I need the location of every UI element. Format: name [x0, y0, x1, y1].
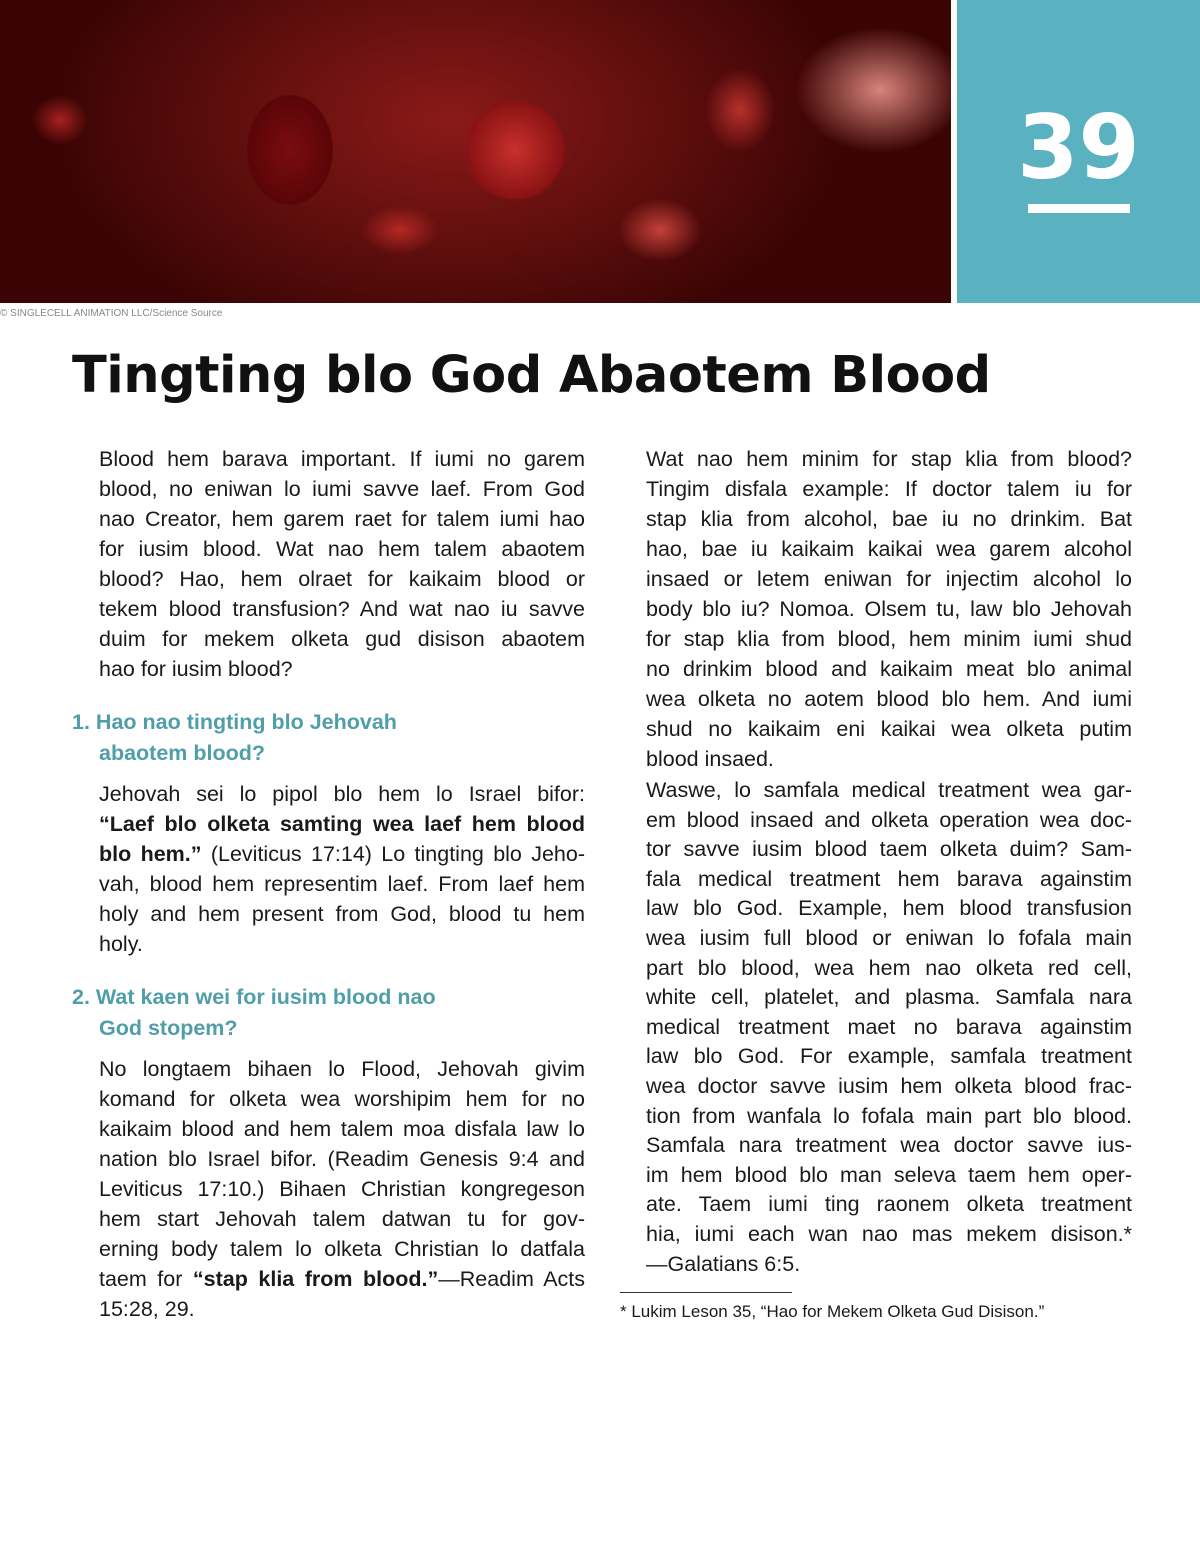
question-text: Wat kaen wei for iusim blood nao — [95, 985, 436, 1009]
text-line: em blood insaed and olketa operation wea doc- — [646, 807, 1132, 832]
question-text: abaotem blood? — [99, 740, 266, 765]
text-line: blood insaed. — [646, 747, 774, 771]
text-line — [99, 809, 585, 839]
bold-quote: blo hem.” — [99, 842, 202, 866]
text-line: for iusim blood. Wat nao hem talem abaotem — [99, 537, 585, 561]
text-line: for stap klia from blood, hem minim iumi shud — [646, 627, 1132, 651]
right-paragraph-1 — [646, 444, 1132, 774]
text-line: law blo God. Example, hem blood transfusion — [646, 896, 1132, 921]
text-line: holy and hem present from God, blood tu hem — [99, 902, 585, 926]
text-line: wea doctor savve iusim hem olketa blood frac- — [646, 1073, 1132, 1098]
text-line: Jehovah sei lo pipol blo hem lo Israel bifor: — [99, 782, 585, 806]
text-line: No longtaem bihaen lo Flood, Jehovah givim — [99, 1057, 585, 1081]
text-line: kaikaim blood and hem talem moa disfala law lo — [99, 1117, 585, 1141]
intro-paragraph — [99, 444, 585, 684]
text-line: medical treatment maet no barava againstim — [646, 1014, 1132, 1039]
text-line: im hem blood blo man seleva taem hem oper- — [646, 1162, 1132, 1187]
text-line: hao, bae iu kaikaim kaikai wea garem alcohol — [646, 537, 1132, 561]
lesson-number-box — [957, 0, 1200, 303]
text-line: blood? Hao, hem olraet for kaikaim blood or — [99, 567, 585, 591]
text-line: holy. — [99, 932, 143, 956]
page-title: Tingting blo God Abaotem Blood — [72, 346, 991, 405]
text-line: hia, iumi each wan nao mas mekem disison.* — [646, 1221, 1132, 1246]
text-line: ate. Taem iumi ting raonem olketa treatment — [646, 1192, 1132, 1217]
text-line: duim for mekem olketa gud disison abaotem — [99, 627, 585, 651]
text-line: law blo God. For example, samfala treatment — [646, 1044, 1132, 1069]
text-line: komand for olketa wea worshipim hem for no — [99, 1087, 585, 1111]
text-line: body blo iu? Nomoa. Olsem tu, law blo Jehovah — [646, 597, 1132, 621]
text-line: Blood hem barava important. If iumi no garem — [99, 447, 585, 471]
text-line: Samfala nara treatment wea doctor savve ius- — [646, 1133, 1132, 1158]
text-line: tekem blood transfusion? And wat nao iu savve — [99, 597, 585, 621]
text-line: insaed or letem eniwan for injectim alcohol lo — [646, 567, 1132, 591]
question-number: 2. — [72, 985, 90, 1009]
text-line: Waswe, lo samfala medical treatment wea gar- — [646, 778, 1132, 802]
lesson-number: 39 — [1017, 96, 1140, 199]
text-line: Wat nao hem minim for stap klia from blood? — [646, 447, 1132, 471]
text-line: wea iusim full blood or eniwan lo fofala main — [646, 925, 1132, 950]
text-line: nation blo Israel bifor. (Readim Genesis 9:4 and — [99, 1147, 585, 1171]
question-text: Hao nao tingting blo Jehovah — [95, 710, 397, 734]
footnote: * Lukim Leson 35, “Hao for Mekem Olketa Gud Disison.” — [620, 1302, 1045, 1321]
text-line: nao Creator, hem garem raet for talem iumi hao — [99, 507, 585, 531]
text-line: erning body talem lo olketa Christian lo datfala — [99, 1237, 585, 1261]
text-line: hao for iusim blood? — [99, 657, 293, 681]
text-line: no drinkim blood and kaikaim meat blo animal — [646, 657, 1132, 681]
text-line: wea olketa no aotem blood blo hem. And iumi — [646, 687, 1132, 711]
section-2-paragraph — [99, 1054, 585, 1324]
lesson-number-underline — [1028, 204, 1130, 213]
footnote-divider — [620, 1292, 792, 1293]
text-line: tion from wanfala lo fofala main part blo blood. — [646, 1103, 1132, 1128]
text-line: part blo blood, wea hem nao olketa red cell, — [646, 955, 1132, 980]
text-line: hem start Jehovah talem datwan tu for gov- — [99, 1207, 585, 1231]
text-line: fala medical treatment hem barava againstim — [646, 866, 1132, 891]
question-number: 1. — [72, 710, 90, 734]
text-line: Leviticus 17:10.) Bihaen Christian kongregeson — [99, 1177, 585, 1201]
right-paragraph-2 — [646, 776, 1132, 1279]
question-1 — [72, 707, 397, 768]
red-blood-cells-photo — [0, 0, 951, 303]
text-line: Tingim disfala example: If doctor talem iu for — [646, 477, 1132, 501]
bold-quote: “Laef blo olketa samting wea laef hem blood — [99, 812, 585, 836]
text-line: white cell, platelet, and plasma. Samfala nara — [646, 985, 1132, 1010]
text-line: stap klia from alcohol, bae iu no drinkim. Bat — [646, 507, 1132, 531]
question-2 — [72, 982, 436, 1043]
text-line: tor savve iusim blood taem olketa duim? Sam- — [646, 837, 1132, 862]
text-line: 15:28, 29. — [99, 1297, 195, 1321]
text-line: taem for “stap klia from blood.”—Readim Acts — [99, 1267, 586, 1291]
section-1-paragraph — [99, 779, 585, 959]
text-line: shud no kaikaim eni kaikai wea olketa putim — [646, 717, 1132, 741]
question-text: God stopem? — [99, 1015, 238, 1040]
photo-credit: © SINGLECELL ANIMATION LLC/Science Source — [0, 308, 223, 319]
text-line: —Galatians 6:5. — [646, 1251, 801, 1276]
bold-quote: “stap klia from blood.” — [192, 1267, 439, 1291]
text-line: blood, no eniwan lo iumi savve laef. From God — [99, 477, 585, 501]
text-line: vah, blood hem representim laef. From laef hem — [99, 872, 585, 896]
text-line: blo hem.” (Leviticus 17:14) Lo tingting blo Jeho- — [99, 842, 585, 866]
